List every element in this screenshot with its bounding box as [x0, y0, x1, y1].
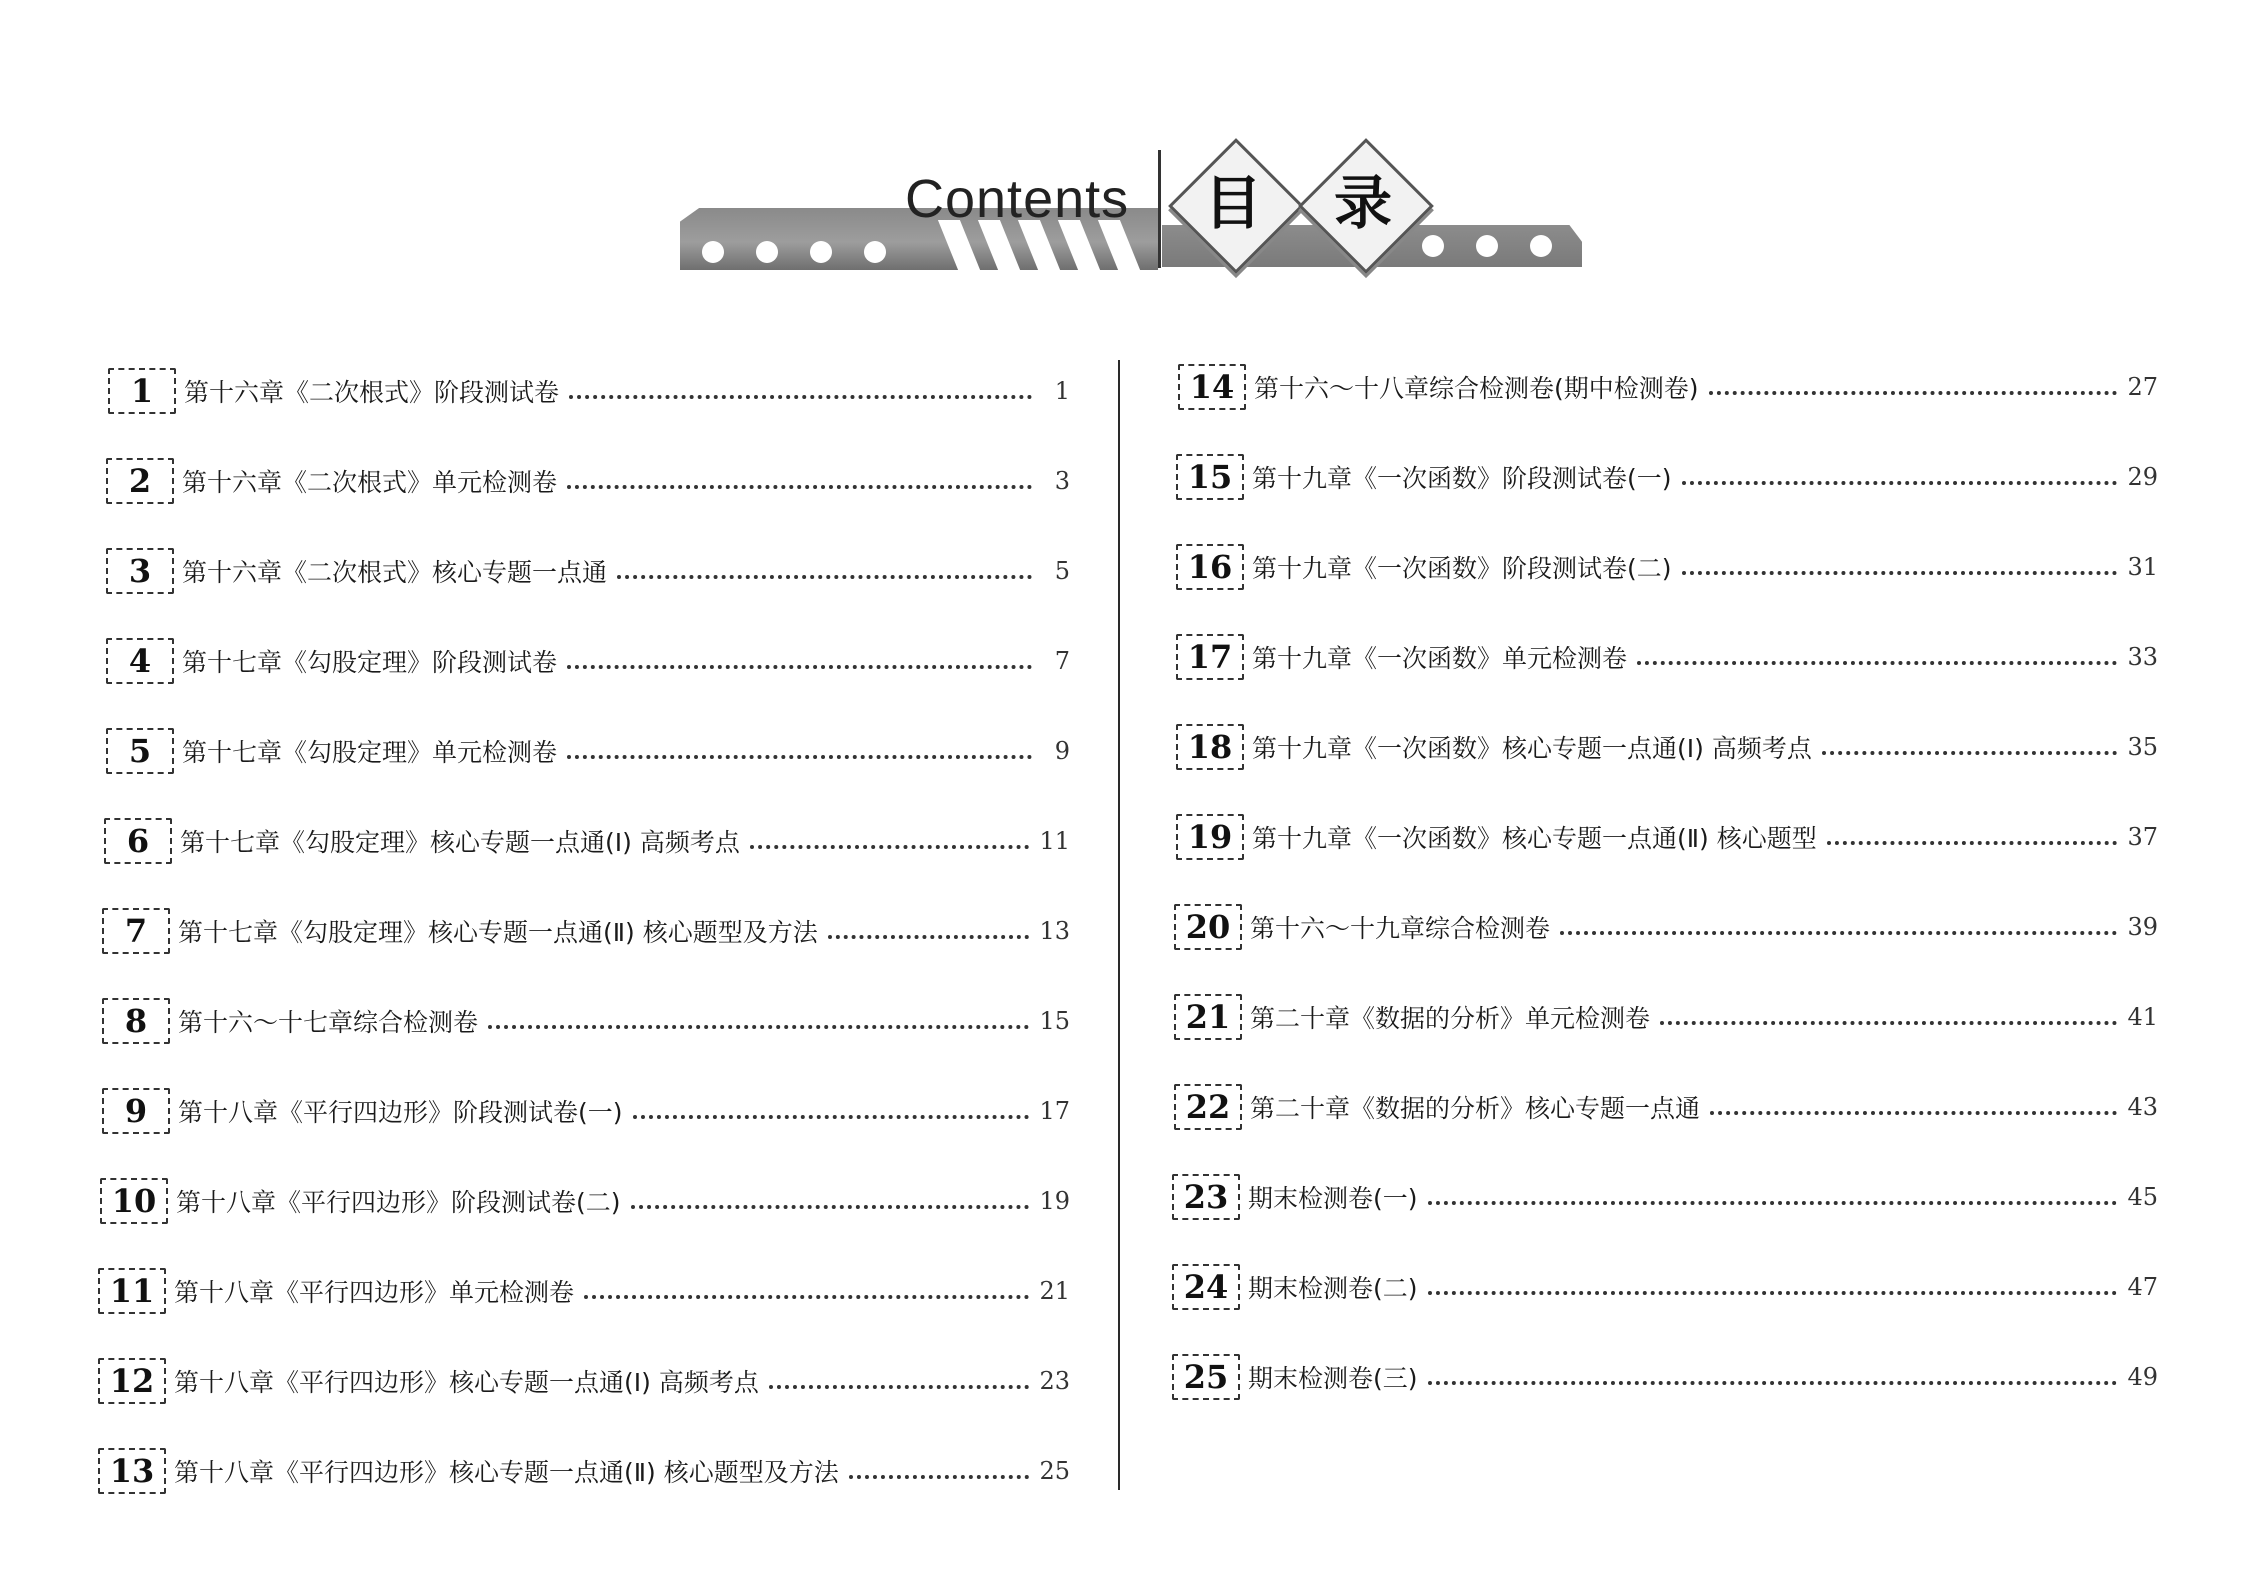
banner-dot-icon: [810, 241, 832, 263]
contents-label: Contents: [905, 169, 1130, 229]
entry-number: 15: [1176, 454, 1244, 500]
toc-entry-18[interactable]: [1176, 722, 2158, 772]
entry-number: 2: [106, 458, 174, 504]
entry-number: 9: [102, 1088, 170, 1134]
entry-number: 8: [102, 998, 170, 1044]
entry-title: 期末检测卷(二): [1248, 1274, 1418, 1303]
dot-leader: [769, 1385, 1030, 1389]
dot-leader: [633, 1115, 1030, 1119]
toc-entry-6[interactable]: [104, 816, 1070, 866]
toc-entry-13[interactable]: [98, 1446, 1070, 1496]
dot-leader: [1660, 1021, 2117, 1025]
dot-leader: [488, 1025, 1029, 1029]
entry-title: 第十七章《勾股定理》单元检测卷: [182, 738, 558, 767]
toc-entry-20[interactable]: [1174, 902, 2158, 952]
entry-title: 第二十章《数据的分析》核心专题一点通: [1250, 1094, 1701, 1123]
entry-number: 21: [1174, 994, 1242, 1040]
entry-number: 6: [104, 818, 172, 864]
toc-entry-11[interactable]: [98, 1266, 1070, 1316]
entry-title: 第十六章《二次根式》单元检测卷: [182, 468, 558, 497]
entry-page: 45: [2127, 1183, 2158, 1211]
entry-title: 第十六章《二次根式》阶段测试卷: [184, 378, 560, 407]
header-divider: [1158, 150, 1161, 268]
entry-page: 41: [2127, 1003, 2158, 1031]
entry-page: 23: [1039, 1367, 1070, 1395]
entry-number: 20: [1174, 904, 1242, 950]
entry-number: 12: [98, 1358, 166, 1404]
entry-title: 期末检测卷(三): [1248, 1364, 1418, 1393]
dot-leader: [750, 845, 1030, 849]
title-char-2: 录: [1333, 169, 1392, 237]
entry-page: 11: [1039, 827, 1070, 855]
dot-leader: [1428, 1291, 2118, 1295]
entry-page: 7: [1054, 647, 1070, 675]
toc-entry-25[interactable]: [1172, 1352, 2158, 1402]
dot-leader: [828, 935, 1030, 939]
toc-entry-8[interactable]: [102, 996, 1070, 1046]
toc-column-divider: [1118, 360, 1120, 1490]
entry-page: 37: [2127, 823, 2158, 851]
dot-leader: [567, 485, 1032, 489]
toc-entry-3[interactable]: [106, 546, 1070, 596]
entry-number: 11: [98, 1268, 166, 1314]
toc-entry-17[interactable]: [1176, 632, 2158, 682]
dot-leader: [569, 395, 1032, 399]
entry-title: 第十九章《一次函数》核心专题一点通(Ⅱ) 核心题型: [1252, 824, 1817, 853]
dot-leader: [567, 755, 1032, 759]
header-banner: [0, 0, 2242, 300]
entry-number: 7: [102, 908, 170, 954]
entry-number: 1: [108, 368, 176, 414]
entry-page: 17: [1039, 1097, 1070, 1125]
entry-title: 第十六章《二次根式》核心专题一点通: [182, 558, 608, 587]
toc-entry-2[interactable]: [106, 456, 1070, 506]
toc-entry-5[interactable]: [106, 726, 1070, 776]
entry-page: 19: [1039, 1187, 1070, 1215]
entry-number: 13: [98, 1448, 166, 1494]
dot-leader: [1560, 931, 2117, 935]
dot-leader: [1428, 1381, 2118, 1385]
entry-number: 25: [1172, 1354, 1240, 1400]
entry-page: 29: [2127, 463, 2158, 491]
entry-number: 17: [1176, 634, 1244, 680]
entry-number: 19: [1176, 814, 1244, 860]
dot-leader: [584, 1295, 1029, 1299]
entry-title: 第二十章《数据的分析》单元检测卷: [1250, 1004, 1651, 1033]
entry-title: 第十七章《勾股定理》核心专题一点通(Ⅰ) 高频考点: [180, 828, 740, 857]
entry-page: 35: [2127, 733, 2158, 761]
entry-number: 24: [1172, 1264, 1240, 1310]
banner-dot-icon: [1422, 235, 1444, 257]
entry-title: 第十八章《平行四边形》单元检测卷: [174, 1278, 575, 1307]
entry-page: 31: [2127, 553, 2158, 581]
entry-title: 第十八章《平行四边形》核心专题一点通(Ⅱ) 核心题型及方法: [174, 1458, 839, 1487]
toc-entry-7[interactable]: [102, 906, 1070, 956]
entry-page: 47: [2127, 1273, 2158, 1301]
entry-page: 15: [1039, 1007, 1070, 1035]
toc-entry-14[interactable]: [1178, 362, 2158, 412]
entry-title: 第十九章《一次函数》阶段测试卷(二): [1252, 554, 1672, 583]
entry-title: 第十九章《一次函数》阶段测试卷(一): [1252, 464, 1672, 493]
entry-page: 43: [2127, 1093, 2158, 1121]
entry-number: 4: [106, 638, 174, 684]
dot-leader: [1682, 481, 2118, 485]
entry-title: 第十六～十九章综合检测卷: [1250, 914, 1551, 943]
entry-number: 22: [1174, 1084, 1242, 1130]
entry-page: 27: [2127, 373, 2158, 401]
dot-leader: [1710, 1111, 2117, 1115]
entry-page: 13: [1039, 917, 1070, 945]
title-char-1: 目: [1203, 169, 1262, 237]
entry-number: 16: [1176, 544, 1244, 590]
entry-number: 23: [1172, 1174, 1240, 1220]
entry-page: 39: [2127, 913, 2158, 941]
entry-title: 第十六～十八章综合检测卷(期中检测卷): [1254, 374, 1699, 403]
entry-title: 第十七章《勾股定理》核心专题一点通(Ⅱ) 核心题型及方法: [178, 918, 818, 947]
entry-title: 第十八章《平行四边形》阶段测试卷(二): [176, 1188, 621, 1217]
entry-page: 5: [1054, 557, 1070, 585]
dot-leader: [617, 575, 1032, 579]
banner-dot-icon: [702, 241, 724, 263]
toc-entry-22[interactable]: [1174, 1082, 2158, 1132]
toc-entry-12[interactable]: [98, 1356, 1070, 1406]
toc-entry-21[interactable]: [1174, 992, 2158, 1042]
entry-title: 第十六～十七章综合检测卷: [178, 1008, 479, 1037]
entry-number: 10: [100, 1178, 168, 1224]
toc-entry-24[interactable]: [1172, 1262, 2158, 1312]
entry-title: 第十八章《平行四边形》阶段测试卷(一): [178, 1098, 623, 1127]
dot-leader: [567, 665, 1032, 669]
toc-entry-10[interactable]: [100, 1176, 1070, 1226]
toc-entry-15[interactable]: [1176, 452, 2158, 502]
dot-leader: [1682, 571, 2118, 575]
entry-number: 14: [1178, 364, 1246, 410]
entry-number: 5: [106, 728, 174, 774]
entry-page: 25: [1039, 1457, 1070, 1485]
dot-leader: [849, 1475, 1030, 1479]
banner-dot-icon: [1530, 235, 1552, 257]
banner-dot-icon: [1476, 235, 1498, 257]
entry-title: 第十八章《平行四边形》核心专题一点通(Ⅰ) 高频考点: [174, 1368, 759, 1397]
banner-dot-icon: [864, 241, 886, 263]
toc-entry-23[interactable]: [1172, 1172, 2158, 1222]
entry-title: 第十九章《一次函数》核心专题一点通(Ⅰ) 高频考点: [1252, 734, 1812, 763]
dot-leader: [1822, 751, 2118, 755]
entry-page: 21: [1039, 1277, 1070, 1305]
toc-entry-19[interactable]: [1176, 812, 2158, 862]
entry-title: 期末检测卷(一): [1248, 1184, 1418, 1213]
entry-page: 9: [1054, 737, 1070, 765]
toc-entry-1[interactable]: [108, 366, 1070, 416]
entry-page: 3: [1054, 467, 1070, 495]
banner-dot-icon: [756, 241, 778, 263]
dot-leader: [1637, 661, 2117, 665]
dot-leader: [1827, 841, 2118, 845]
entry-page: 49: [2127, 1363, 2158, 1391]
toc-entry-16[interactable]: [1176, 542, 2158, 592]
entry-number: 3: [106, 548, 174, 594]
dot-leader: [1709, 391, 2118, 395]
dot-leader: [631, 1205, 1030, 1209]
entry-number: 18: [1176, 724, 1244, 770]
dot-leader: [1428, 1201, 2118, 1205]
toc-entry-4[interactable]: [106, 636, 1070, 686]
entry-page: 33: [2127, 643, 2158, 671]
toc-entry-9[interactable]: [102, 1086, 1070, 1136]
entry-page: 1: [1054, 377, 1070, 405]
entry-title: 第十九章《一次函数》单元检测卷: [1252, 644, 1628, 673]
entry-title: 第十七章《勾股定理》阶段测试卷: [182, 648, 558, 677]
